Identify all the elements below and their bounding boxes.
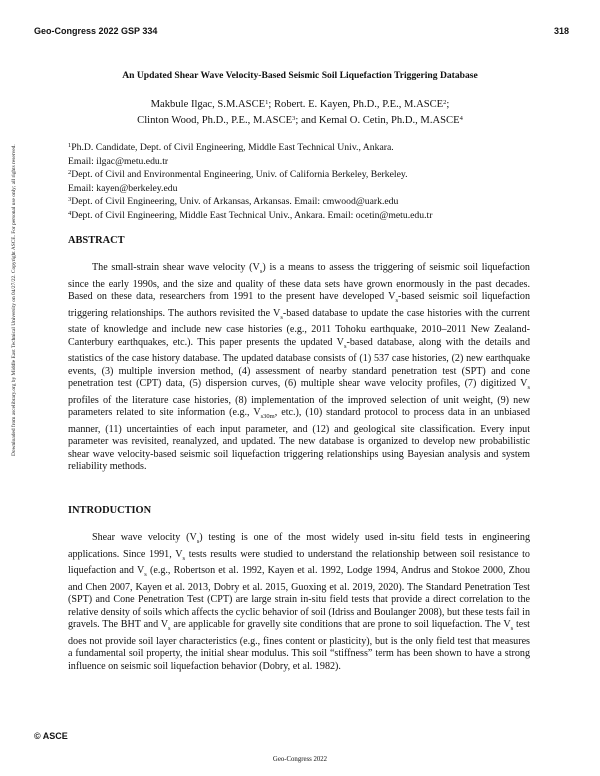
introduction-paragraph: Shear wave velocity $(V_s)$ testing is one of the most widely used in-situ field tests in engineering applications. Since 1991, $V_s$ tests results were studied to understand the relationship between soil resistance to liquefaction and $V_s$ (e.g., Robertson et al. 1992, Kayen et al. 1992, Lodge 1994, Andrus and Stokoe 2000, Zhou and Chen 2007, Kayen et al. 2013, Dobry et al. 2015, Guoxing et al. 2019, 2020). The Standard Penetration Test (SPT) and Cone Penetration Test (CPT) are large strain in-situ field tests that provide a direct correlation to the relative density of soils which affects the cyclic behavior of soil (Idriss and Boulanger 2008), but these tests fail in gravels. The BHT and $V_s$ are applicable for gravelly site conditions that are prone to soil liquefaction. The $V_s$ test does not provide soil layer characteristics (e.g., fines content or plasticity), but is the only field test that measures a fundamental soil property, the initial shear modulus. This soil “stiffness” term has been shown to have a strong influence on seismic soil liquefaction behavior (Dobry, et al. 1982). <box>68 532 530 672</box>
affiliation-mark: 4 <box>68 209 72 217</box>
affiliation-mark: 2 <box>68 169 72 177</box>
running-header-conference: Geo-Congress 2022 GSP 334 <box>34 26 158 36</box>
affiliation-mark: 1 <box>265 99 269 106</box>
affiliation-mark: 4 <box>459 115 463 122</box>
affiliation-text: Dept. of Civil Engineering, Middle East Technical Univ., Ankara. Email: ocetin@metu.edu.tr <box>71 209 433 221</box>
affiliation-line <box>68 195 538 209</box>
author-name: ; Robert. E. Kayen, Ph.D., P.E., M.ASCE <box>268 99 444 110</box>
affiliation-email: Email: kayen@berkeley.edu <box>68 182 178 194</box>
abstract-paragraph: The small-strain shear wave velocity $(V_s)$ is a means to assess the triggering of seismic soil liquefaction since the early 1990s, and the size and quality of these data sets have grown enormously in the past decades. Based on these data, researchers from 1991 to the present have developed $V_s$-based seismic soil liquefaction triggering relationships. The authors revisited the $V_s$-based database to update the case histories with the current state of knowledge and include new case histories (e.g., 2011 Tohoku earthquake, 2010–2011 New Zealand-Canterbury earthquakes, etc.). This paper presents the updated $V_s$-based database, along with the details and statistics of the case history database. The updated database consists of (1) 537 case histories, (2) new earthquake events, (3) multiple inversion method, (4) assessment of nearby standard penetration test (SPT) and cone penetration test (CPT) data, (5) dispersion curves, (6) multiple shear wave velocity profiles, (7) digitized $V_s$ profiles of the literature case histories, (8) implementation of the improved selection of unit weight, (9) new parameters related to site information (e.g., $V_{s30m}$, etc.), (10) standard protocol to process data in an unbiased manner, (11) uncertainties of each input parameter, and (12) and geological site classification. Every input parameter was revisited, reanalyzed, and updated. The new database is organized to develop new probabilistic shear wave velocity-based seismic soil liquefaction triggering relationships using Bayesian analysis and system reliability methods. <box>68 262 530 473</box>
page-number: 318 <box>553 26 569 36</box>
author-separator: ; <box>446 99 450 110</box>
author-name: ; and Kemal O. Cetin, Ph.D., M.ASCE <box>295 115 460 126</box>
author-name: Clinton Wood, Ph.D., P.E., M.ASCE <box>137 115 293 126</box>
affiliation-line <box>68 168 538 182</box>
affiliation-text: Ph.D. Candidate, Dept. of Civil Engineering, Middle East Technical Univ., Ankara. <box>71 142 394 153</box>
affiliation-mark: 1 <box>68 142 72 149</box>
affiliations <box>68 141 538 223</box>
paper-title: An Updated Shear Wave Velocity-Based Seismic Soil Liquefaction Triggering Database <box>122 70 478 81</box>
footer-conference: Geo-Congress 2022 <box>272 756 328 763</box>
introduction-heading: INTRODUCTION <box>68 505 152 516</box>
affiliation-line <box>68 155 538 169</box>
affiliation-text: Dept. of Civil Engineering, Univ. of Arkansas, Arkansas. Email: cmwood@uark.edu <box>71 196 399 208</box>
copyright-notice: © ASCE <box>34 731 68 741</box>
author-list <box>0 97 600 129</box>
author-line-2 <box>0 113 600 129</box>
author-line-1 <box>0 97 600 113</box>
affiliation-line <box>68 209 538 223</box>
affiliation-mark: 3 <box>292 115 296 122</box>
download-notice: Downloaded from ascelibrary.org by Middle East Technical University on 04/27/22. Copyright ASCE. For personal use only; all rights reserved. <box>11 144 17 456</box>
affiliation-line <box>68 182 538 196</box>
affiliation-mark: 2 <box>443 99 447 106</box>
abstract-heading: ABSTRACT <box>68 235 125 246</box>
affiliation-email: Email: ilgac@metu.edu.tr <box>68 155 169 167</box>
author-name: Makbule Ilgac, S.M.ASCE <box>150 99 266 110</box>
affiliation-line <box>68 141 538 155</box>
affiliation-mark: 3 <box>68 196 72 204</box>
affiliation-text: Dept. of Civil and Environmental Engineering, Univ. of California Berkeley, Berkeley. <box>71 169 408 181</box>
